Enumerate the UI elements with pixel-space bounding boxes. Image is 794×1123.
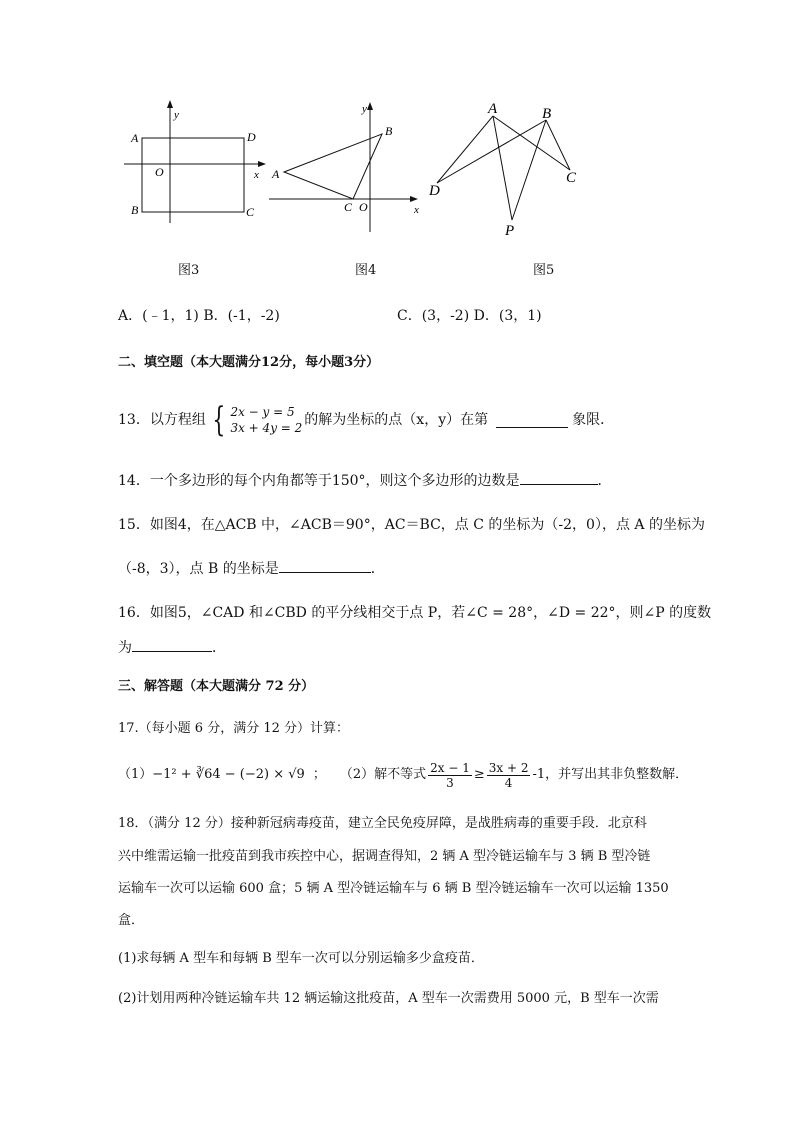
q13-brace: { <box>212 400 226 440</box>
q16-answer-blank[interactable] <box>132 637 212 652</box>
fig3-y-arrow <box>167 100 173 108</box>
fig5-label-C: C <box>566 170 577 186</box>
fig5-segment-BC <box>546 120 570 170</box>
q17-fraction-1-denominator: 3 <box>446 775 454 790</box>
q12-options-left <box>118 307 280 325</box>
question-17-parts <box>118 757 688 793</box>
fig4-label-C: C <box>344 200 353 214</box>
q17-geq: ≥ <box>473 767 485 782</box>
fig4-label-A: A <box>272 167 280 181</box>
q13-end: 象限． <box>572 412 615 428</box>
q16-line2-text: 为 <box>118 640 132 656</box>
q15-answer-blank[interactable] <box>279 558 371 573</box>
q12-option-a: A．(﹣1，1) <box>118 308 199 324</box>
figure-4 <box>266 98 426 233</box>
question-13 <box>118 400 614 440</box>
fig3-label-O: O <box>155 165 164 179</box>
fig4-label-y: y <box>362 103 367 115</box>
figure-5 <box>426 96 586 241</box>
question-18-line-1: 18．（满分 12 分）接种新冠病毒疫苗，建立全民免疫屏障，是战胜病毒的重要手段．北京科 <box>118 816 647 831</box>
q12-option-c: C．(3，-2) <box>397 308 470 324</box>
q14-end: ． <box>597 473 612 489</box>
q17-fraction-2 <box>487 761 531 790</box>
fig5-label-A: A <box>488 101 498 117</box>
figure-3 <box>122 98 272 228</box>
q12-options-right <box>397 307 542 325</box>
q13-equation-1: 2x − y = 5 <box>230 405 295 419</box>
fig3-label-B: B <box>131 203 139 217</box>
fig5-caption: 图5 <box>533 263 555 278</box>
fig3-label-A: A <box>131 131 139 145</box>
fig4-label-x: x <box>414 204 419 216</box>
q13-prefix: 13．以方程组 <box>118 412 206 428</box>
section-3-title: 三、解答题（本大题满分 72 分） <box>118 679 315 694</box>
fig5-segment-BD <box>437 120 546 183</box>
fig5-label-D: D <box>429 183 440 199</box>
section-2-title: 二、填空题（本大题满分12分，每小题3分） <box>118 355 380 370</box>
question-18-sub-2: (2)计划用两种冷链运输车共 12 辆运输这批疫苗，A 型车一次需费用 5000 元，B 型车一次需 <box>118 991 659 1006</box>
q17-fraction-2-denominator: 4 <box>504 775 513 790</box>
q17-part-1: （1）−1² + ∛64 − (−2) × √9 <box>118 767 305 782</box>
fig3-caption: 图3 <box>178 263 200 278</box>
q12-option-d: D．(3，1) <box>473 308 542 324</box>
fig3-label-x: x <box>254 169 259 181</box>
question-16-line-1: 16．如图5，∠CAD 和∠CBD 的平分线相交于点 P，若∠C = 28°，∠D = 22°，则∠P 的度数 <box>118 605 712 621</box>
fig3-label-y: y <box>174 109 179 121</box>
fig4-label-B: B <box>385 124 393 138</box>
q15-line2-text: （-8，3），点 B 的坐标是 <box>118 561 279 577</box>
q17-separator: ； <box>312 767 326 782</box>
q13-suffix: 的解为坐标的点（x，y）在第 <box>304 412 489 428</box>
question-15-line-1: 15．如图4，在△ACB 中，∠ACB＝90°，AC＝BC，点 C 的坐标为（-2，0），点 A 的坐标为 <box>118 517 705 533</box>
q13-equation-2: 3x + 4y = 2 <box>230 421 303 435</box>
fig5-segment-AP <box>493 116 512 220</box>
fig5-label-B: B <box>542 106 552 122</box>
q15-end: ． <box>370 561 385 577</box>
question-15-line-2 <box>118 558 385 578</box>
fig5-segment-BP <box>512 120 546 220</box>
q17-fraction-1 <box>428 761 472 790</box>
q13-equation-system <box>208 400 303 440</box>
question-17-header: 17.（每小题 6 分，满分 12 分）计算： <box>118 721 350 736</box>
fig5-label-P: P <box>505 223 515 239</box>
fig4-caption: 图4 <box>355 263 377 278</box>
question-16-line-2 <box>118 637 226 657</box>
fig4-x-arrow <box>410 196 418 202</box>
q17-part-2-prefix: （2）解不等式 <box>339 767 427 782</box>
question-18-line-2: 兴中维需运输一批疫苗到我市疾控中心，据调查得知，2 辆 A 型冷链运输车与 3 辆 B 型冷链 <box>118 849 651 864</box>
fig4-label-O: O <box>359 200 368 214</box>
question-18-sub-1: (1)求每辆 A 型车和每辆 B 型车一次可以分别运输多少盒疫苗． <box>118 951 484 966</box>
question-14 <box>118 470 612 490</box>
q17-part-2-suffix: -1，并写出其非负整数解． <box>532 767 689 782</box>
question-18-line-3: 运输车一次可以运输 600 盒；5 辆 A 型冷链运输车与 6 辆 B 型冷链运输车一次可以运输 1350 <box>118 881 669 896</box>
fig5-segment-AD <box>437 116 493 183</box>
fig4-y-arrow <box>367 102 373 110</box>
q17-fraction-1-numerator: 2x − 1 <box>430 760 470 775</box>
q17-fraction-2-numerator: 3x + 2 <box>488 760 529 775</box>
q13-answer-blank[interactable] <box>496 413 568 428</box>
q12-option-b: B．(-1，-2) <box>203 308 280 324</box>
fig3-x-arrow <box>258 161 266 167</box>
q16-end: ． <box>212 640 226 656</box>
fig3-label-C: C <box>246 205 255 219</box>
fig4-triangle <box>284 134 382 199</box>
q14-text: 14．一个多边形的每个内角都等于150°，则这个多边形的边数是 <box>118 473 520 489</box>
q14-answer-blank[interactable] <box>520 470 598 485</box>
question-18-line-4: 盒． <box>118 913 145 928</box>
fig3-label-D: D <box>247 130 256 144</box>
